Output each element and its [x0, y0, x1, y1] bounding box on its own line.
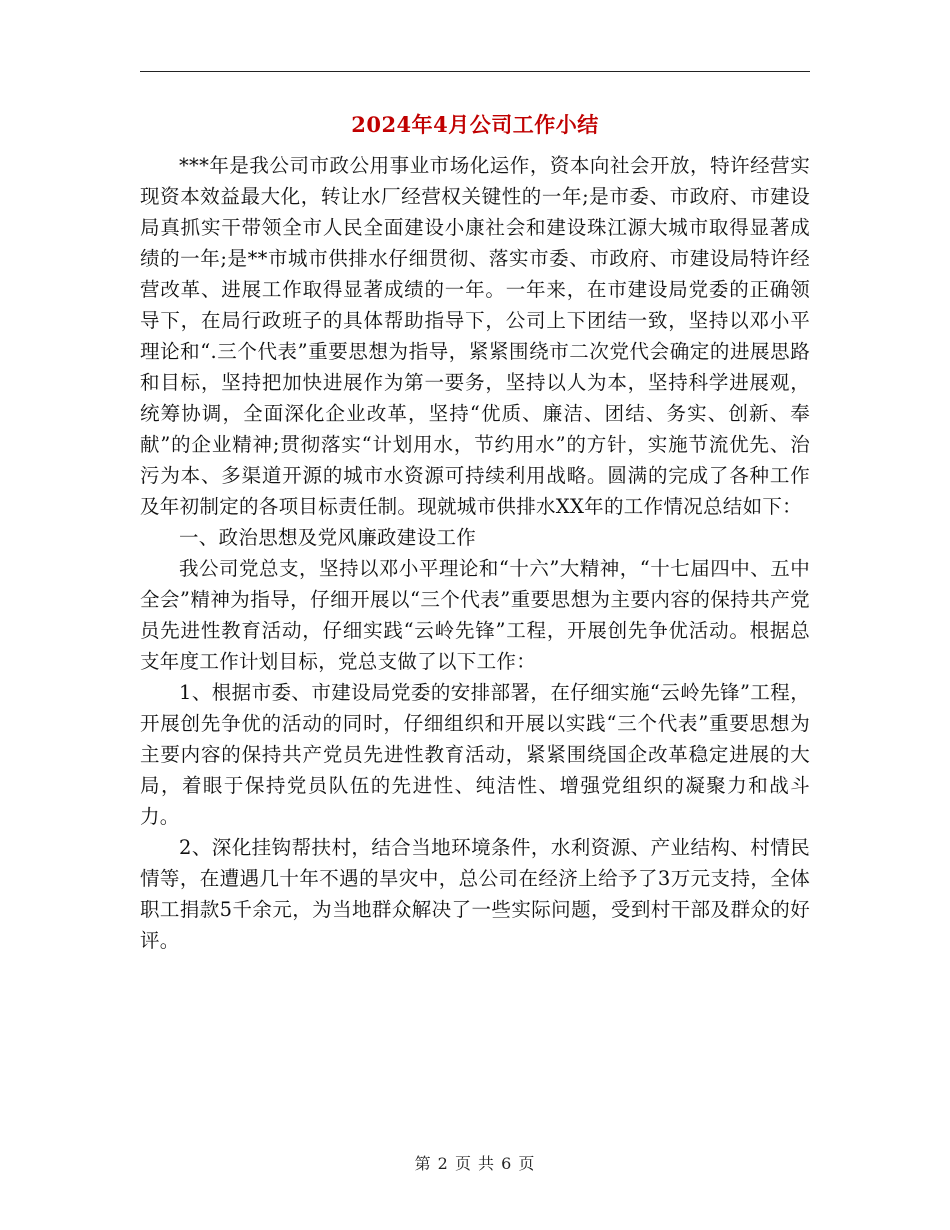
- list-item-1: 1、根据市委、市建设局党委的安排部署，在仔细实施“云岭先锋”工程，开展创先争优的活动的同时，仔细组织和开展以实践“三个代表”重要思想为主要内容的保持共产党员先进性教育活动，紧紧围绕国企改革稳定进展的大局，着眼于保持党员队伍的先进性、纯洁性、增强党组织的凝聚力和战斗力。: [140, 681, 810, 828]
- document-title: 2024年4月公司工作小结: [351, 112, 599, 137]
- list-item-2: 2、深化挂钩帮扶村，结合当地环境条件，水利资源、产业结构、村情民情等，在遭遇几十年不遇的旱灾中，总公司在经济上给予了3万元支持，全体职工捐款5千余元，为当地群众解决了一些实际问题，受到村干部及群众的好评。: [140, 836, 810, 952]
- section-paragraph-party: 我公司党总支，坚持以邓小平理论和“十六”大精神，“十七届四中、五中全会”精神为指导，仔细开展以“三个代表”重要思想为主要内容的保持共产党员先进性教育活动，仔细实践“云岭先锋”工程，开展创先争优活动。根据总支年度工作计划目标，党总支做了以下工作：: [140, 557, 810, 673]
- intro-paragraph: ***年是我公司市政公用事业市场化运作，资本向社会开放，特许经营实现资本效益最大化，转让水厂经营权关键性的一年;是市委、市政府、市建设局真抓实干带领全市人民全面建设小康社会和建设珠江源大城市取得显著成绩的一年;是**市城市供排水仔细贯彻、落实市委、市政府、市建设局特许经营改革、进展工作取得显著成绩的一年。一年来，在市建设局党委的正确领导下，在局行政班子的具体帮助指导下，公司上下团结一致，坚持以邓小平理论和“.三个代表”重要思想为指导，紧紧围绕市二次党代会确定的进展思路和目标，坚持把加快进展作为第一要务，坚持以人为本，坚持科学进展观，统筹协调，全面深化企业改革，坚持“优质、廉洁、团结、务实、创新、奉献”的企业精神;贯彻落实“计划用水，节约用水”的方针，实施节流优先、治污为本、多渠道开源的城市水资源可持续利用战略。圆满的完成了各种工作及年初制定的各项目标责任制。现就城市供排水XX年的工作情况总结如下：: [140, 154, 810, 518]
- header-rule: [140, 71, 810, 72]
- section-heading-political: 一、政治思想及党风廉政建设工作: [179, 526, 477, 549]
- document-body: [140, 150, 810, 956]
- page-number-footer: 第 2 页 共 6 页: [414, 1154, 536, 1173]
